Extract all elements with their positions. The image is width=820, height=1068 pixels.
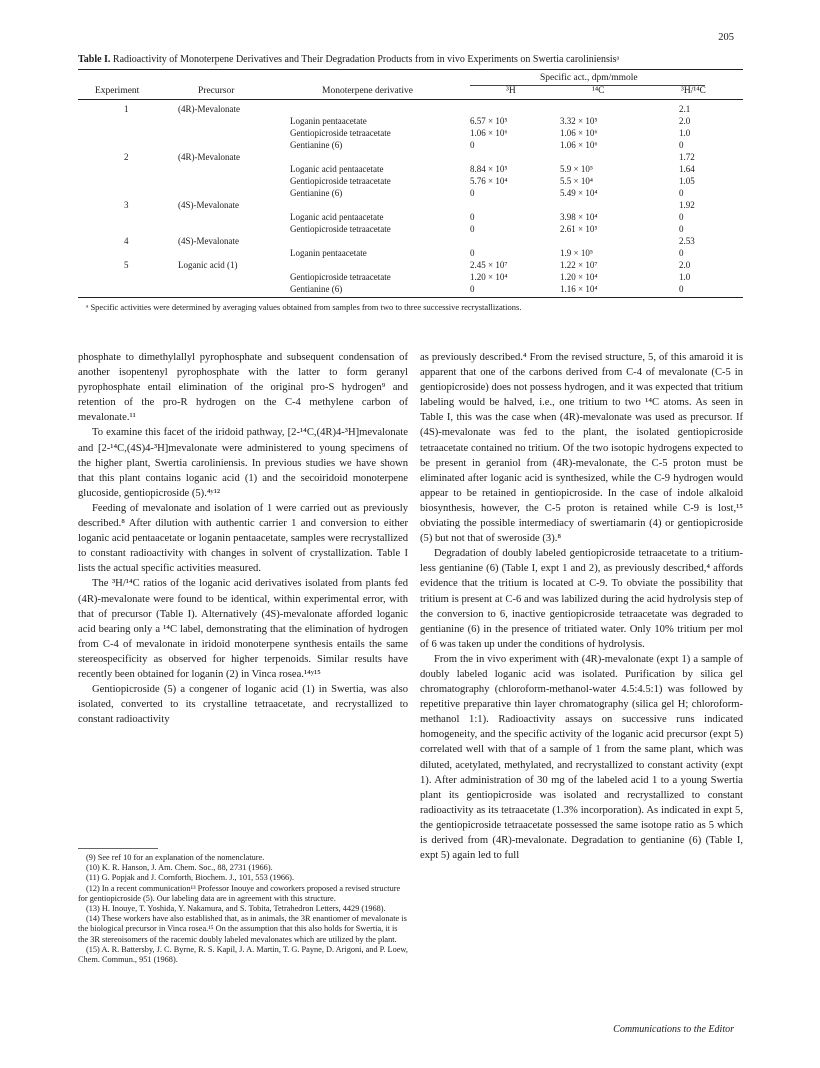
table-cell-derivative: Gentiopicroside tetraacetate — [290, 272, 391, 282]
table-top-rule — [78, 69, 743, 70]
table-cell-c14: 1.9 × 10⁵ — [560, 248, 593, 258]
reference-item: (12) In a recent communication¹³ Professor Inouye and coworkers proposed a revised structure for gentiopicroside (5). Our labeling data are in agreement with this structure. — [78, 883, 401, 903]
table-cell-h3: 2.45 × 10⁷ — [470, 260, 508, 270]
table-cell-precursor: (4R)-Mevalonate — [178, 152, 240, 162]
table-cell-derivative: Gentianine (6) — [290, 140, 343, 150]
table-cell-derivative: Loganin pentaacetate — [290, 116, 367, 126]
table-cell-precursor: Loganic acid (1) — [178, 260, 238, 270]
table-cell-ratio: 2.0 — [679, 116, 691, 126]
paragraph: Gentiopicroside (5) a congener of loganic acid (1) in Swertia, was also isolated, converted to its crystalline tetraacetate, and recrystallized to constant radioactivity — [78, 684, 408, 726]
table-cell-precursor: (4S)-Mevalonate — [178, 200, 239, 210]
table-cell-derivative: Gentiopicroside tetraacetate — [290, 128, 391, 138]
table-label: Table I. — [78, 54, 111, 65]
table-cell-derivative: Gentianine (6) — [290, 284, 343, 294]
table-cell-derivative: Gentiopicroside tetraacetate — [290, 224, 391, 234]
header-h3: ³H — [506, 86, 516, 96]
table-cell-h3: 6.57 × 10⁵ — [470, 116, 508, 126]
table-cell-precursor: (4S)-Mevalonate — [178, 236, 239, 246]
table-cell-ratio: 1.92 — [679, 200, 695, 210]
table-cell-derivative: Loganic acid pentaacetate — [290, 212, 384, 222]
table-cell-c14: 5.49 × 10⁴ — [560, 188, 598, 198]
table-cell-derivative: Loganin pentaacetate — [290, 248, 367, 258]
table-cell-c14: 3.32 × 10⁵ — [560, 116, 598, 126]
table-cell-derivative: Loganic acid pentaacetate — [290, 164, 384, 174]
reference-item: (10) K. R. Hanson, J. Am. Chem. Soc., 88, 2731 (1966). — [86, 863, 273, 873]
table-cell-c14: 2.61 × 10⁵ — [560, 224, 598, 234]
table-caption — [78, 54, 743, 65]
table-cell-ratio: 0 — [679, 212, 684, 222]
table-cell-h3: 8.84 × 10⁵ — [470, 164, 508, 174]
table-cell-c14: 5.9 × 10⁵ — [560, 164, 593, 174]
table-cell-exp: 2 — [124, 152, 129, 162]
table-cell-derivative: Gentianine (6) — [290, 188, 343, 198]
references — [78, 853, 408, 965]
table-cell-ratio: 1.72 — [679, 152, 695, 162]
paragraph: phosphate to dimethylallyl pyrophosphate and subsequent condensation of another isopentenyl pyrophosphate with the latter to form geranyl pyrophosphate entail elimination of the original pro-S hydrogen⁹ and retention of the pro-R hydrogen on the C-4 methylene carbon of mevalonate.¹¹ — [78, 352, 408, 424]
table-cell-exp: 4 — [124, 236, 129, 246]
table-cell-h3: 0 — [470, 140, 475, 150]
reference-item: (13) H. Inouye, T. Yoshida, Y. Nakamura, and S. Tobita, Tetrahedron Letters, 4429 (1968). — [86, 904, 386, 914]
paragraph: The ³H/¹⁴C ratios of the loganic acid derivatives isolated from plants fed (4R)-mevalonate were found to be identical, within experimental error, with that of precursor (Table I). Alternatively (4S)-mevalonate afforded loganic acid bearing only a ¹⁴C label, demonstrating that the elimination of hydrogen from C-4 of mevalonate in iridoid monoterpene synthesis entails the same stereospecificity as observed for higher terpenoids. Similar results have recently been obtained for loganin (2) in Vinca rosea.¹⁴ʸ¹⁵ — [78, 578, 408, 680]
header-specific-act: Specific act., dpm/mmole — [540, 73, 638, 83]
references-rule — [78, 848, 158, 849]
paragraph: as previously described.⁴ From the revised structure, 5, of this amaroid it is apparent that one of the carbons derived from C-4 of mevalonate (C-5 in gentiopicroside) does not possess hydrogen, and it was expected that tritium labeling would be halved, i.e., one tritium to two ¹⁴C atoms. As seen in Table I, this was the case when (4R)-mevalonate was used as precursor. If (4S)-mevalonate was fed to the plant, the isolated gentiopicroside tetraacetate contained no tritium. Of the two isotopic hydrogens expected to be present in geraniol from (4R)-mevalonate, the C-5 proton must be eliminated after loganic acid is synthesized, while the C-9 hydrogen would appear to be retained in gentiopicroside. In the case of indole alkaloid biosynthesis, however, the C-5 proton is retained while C-9 is lost,¹⁵ obviating the possible intermediacy of swertiamarin (4) or gentiopicroside (5) but not that of sweroside (3).⁸ — [420, 352, 743, 545]
table-cell-c14: 1.16 × 10⁴ — [560, 284, 598, 294]
table-cell-c14: 1.06 × 10⁶ — [560, 128, 598, 138]
table-cell-h3: 0 — [470, 224, 475, 234]
table-cell-ratio: 0 — [679, 248, 684, 258]
table-header-rule — [78, 99, 743, 100]
table-cell-exp: 1 — [124, 104, 129, 114]
table-caption-text: Radioactivity of Monoterpene Derivatives and Their Degradation Products from in vivo Experiments on Swertia caroliniensisᵃ — [112, 54, 620, 65]
table-cell-ratio: 1.64 — [679, 164, 695, 174]
table-bottom-rule — [78, 297, 743, 298]
reference-item: (15) A. R. Battersby, J. C. Byrne, R. S. Kapil, J. A. Martin, T. G. Payne, D. Arigoni, and P. Loew, Chem. Commun., 951 (1968). — [78, 944, 408, 965]
table-cell-derivative: Gentiopicroside tetraacetate — [290, 176, 391, 186]
paragraph: Feeding of mevalonate and isolation of 1 were carried out as previously described.⁸ After dilution with authentic carrier 1 and conversion to either loganic acid pentaacetate or loganin pentaacetate, samples were recrystallized to constant radioactivity with changes in solvent of crystallization. Table I lists the actual specific activities measured. — [78, 502, 408, 575]
page-number: 205 — [718, 32, 734, 43]
paragraph: From the in vivo experiment with (4R)-mevalonate (expt 1) a sample of doubly labeled loganic acid was isolated. Purification by silica gel chromatography (chloroform-methanol-water 4.5:4.5:1) was followed by repetitive preparative thin layer chromatography (silica gel H; chloroform-methanol 1:1). Radioactivity assays on successive runs indicated homogeneity, and the specific activity of the loganic acid precursor (expt 5) correlated well with that of a sample of 1 from the same plant, which was diluted, acetylated, methylated, and recrystallized to constant activity (expt 1). After administration of 30 mg of the labeled acid 1 to a young Swertia plant its gentiopicroside was isolated and recrystallized to constant radioactivity as its tetraacetate (1.3% incorporation). As indicated in expt 5, the gentiopicroside tetraacetate possessed the same isotope ratio as 5 which is derived from (4R)-mevalonate. Degradation to gentianine (6) (Table I, expt 5) again led to full — [420, 653, 743, 862]
reference-item: (9) See ref 10 for an explanation of the nomenclature. — [86, 853, 265, 862]
table-cell-c14: 1.20 × 10⁴ — [560, 272, 598, 282]
table-cell-ratio: 0 — [679, 188, 684, 198]
table-cell-c14: 1.22 × 10⁷ — [560, 260, 598, 270]
journal-footer: Communications to the Editor — [613, 1024, 734, 1035]
header-c14: ¹⁴C — [592, 86, 605, 96]
right-column — [420, 350, 743, 863]
table-cell-ratio: 1.0 — [679, 272, 691, 282]
table-cell-ratio: 2.0 — [679, 260, 691, 270]
table-cell-h3: 1.06 × 10⁶ — [470, 128, 508, 138]
table-cell-ratio: 1.0 — [679, 128, 691, 138]
table-cell-h3: 0 — [470, 284, 475, 294]
table-cell-c14: 3.98 × 10⁴ — [560, 212, 598, 222]
header-experiment: Experiment — [95, 86, 140, 96]
table-cell-h3: 0 — [470, 248, 475, 258]
table-cell-ratio: 0 — [679, 284, 684, 294]
table-cell-ratio: 1.05 — [679, 176, 695, 186]
table-cell-precursor: (4R)-Mevalonate — [178, 104, 240, 114]
table-cell-ratio: 2.53 — [679, 236, 695, 246]
header-derivative: Monoterpene derivative — [322, 86, 414, 96]
table-cell-h3: 0 — [470, 212, 475, 222]
reference-item: (14) These workers have also established that, as in animals, the 3R enantiomer of mevalonate is the biological precursor in Vinca rosea.¹⁵ On the assumption that this also holds for Swertia, it is the 3R stereoisomers of the racemic doubly labeled mevalonates which are utilized by the plant. — [78, 914, 407, 944]
table-cell-c14: 5.5 × 10⁴ — [560, 176, 593, 186]
reference-item: (11) G. Popjak and J. Cornforth, Biochem. J., 101, 553 (1966). — [86, 873, 295, 883]
table-cell-ratio: 0 — [679, 140, 684, 150]
table-cell-ratio: 0 — [679, 224, 684, 234]
table-cell-exp: 5 — [124, 260, 129, 270]
table-cell-h3: 5.76 × 10⁴ — [470, 176, 508, 186]
table-cell-c14: 1.06 × 10⁶ — [560, 140, 598, 150]
paragraph: Degradation of doubly labeled gentiopicroside tetraacetate to a tritium-less gentianine (6) (Table I, expt 1 and 2), as previously described,⁴ affords evidence that the tritium is located at C-9. To obviate the possibility that tritium is present at C-6 and was labilized during the acid hydrolysis step of the conversion to 6, inactive gentiopicroside tetraacetate was degraded to gentianine (6) in the presence of tritiated water. Only 10% tritium per mol of 6 was taken up under the conditions of hydrolysis. — [420, 548, 743, 650]
table-cell-h3: 0 — [470, 188, 475, 198]
table-cell-ratio: 2.1 — [679, 104, 691, 114]
header-precursor: Precursor — [198, 86, 235, 96]
table-footnote: ᵃ Specific activities were determined by averaging values obtained from samples from two to three successive recrystallizations. — [86, 302, 522, 312]
table-cell-exp: 3 — [124, 200, 129, 210]
table-cell-h3: 1.20 × 10⁴ — [470, 272, 508, 282]
header-ratio: ³H/¹⁴C — [681, 86, 706, 96]
left-column — [78, 350, 408, 727]
paragraph: To examine this facet of the iridoid pathway, [2-¹⁴C,(4R)4-³H]mevalonate and [2-¹⁴C,(4S)4-³H]mevalonate were administered to young specimens of the higher plant, Swertia caroliniensis. In previous studies we have shown that this plant contains loganic acid (1) and the secoiridoid monoterpene glucoside, gentiopicroside (5).⁴ʸ¹² — [78, 427, 408, 499]
